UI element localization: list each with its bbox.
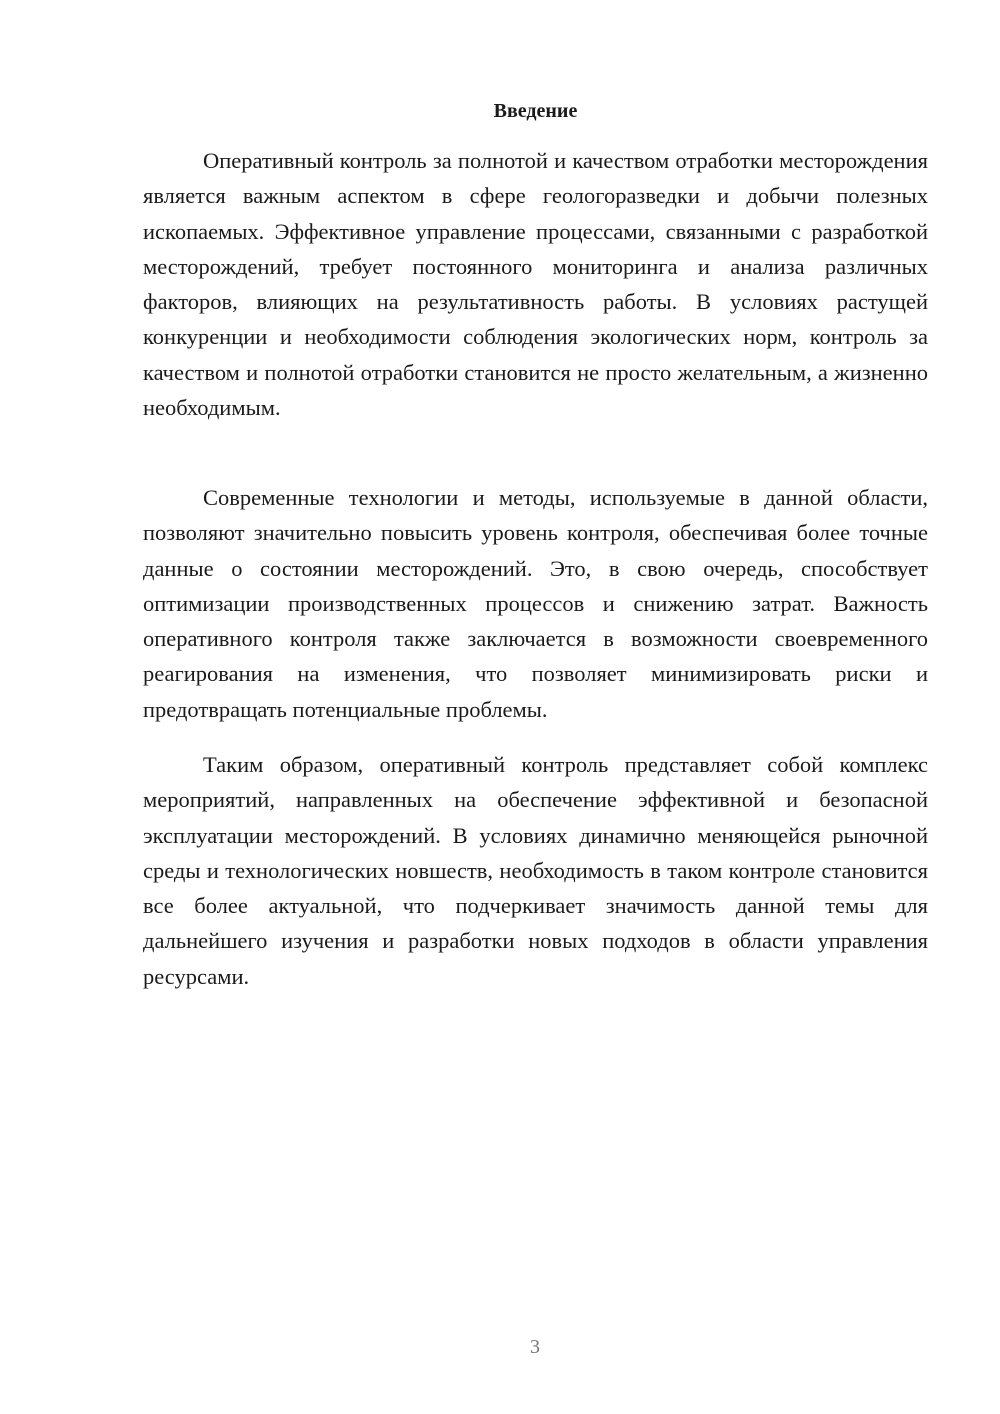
page-number: 3: [530, 1336, 540, 1358]
paragraph-3: Таким образом, оперативный контроль представляет собой комплекс мероприятий, направленных на обеспечение эффективной и безопасной эксплуатации месторождений. В условиях динамично меняющейся рыночной среды и технологических новшеств, необходимость в таком контроле становится все более актуальной, что подчеркивает значимость данной темы для дальнейшего изучения и разработки новых подходов в области управления ресурсами.: [143, 752, 928, 989]
paragraph-2: Современные технологии и методы, используемые в данной области, позволяют значительно повысить уровень контроля, обеспечивая более точные данные о состоянии месторождений. Это, в свою очередь, способствует оптимизации производственных процессов и снижению затрат. Важность оперативного контроля также заключается в возможности своевременного реагирования на изменения, что позволяет минимизировать риски и предотвращать потенциальные проблемы.: [143, 485, 928, 722]
section-heading: Введение: [493, 100, 578, 122]
paragraph-1: Оперативный контроль за полнотой и качеством отработки месторождения является важным аспектом в сфере геологоразведки и добычи полезных ископаемых. Эффективное управление процессами, связанными с разработкой месторождений, требует постоянного мониторинга и анализа различных факторов, влияющих на результативность работы. В условиях растущей конкуренции и необходимости соблюдения экологических норм, контроль за качеством и полнотой отработки становится не просто желательным, а жизненно необходимым.: [143, 148, 928, 421]
